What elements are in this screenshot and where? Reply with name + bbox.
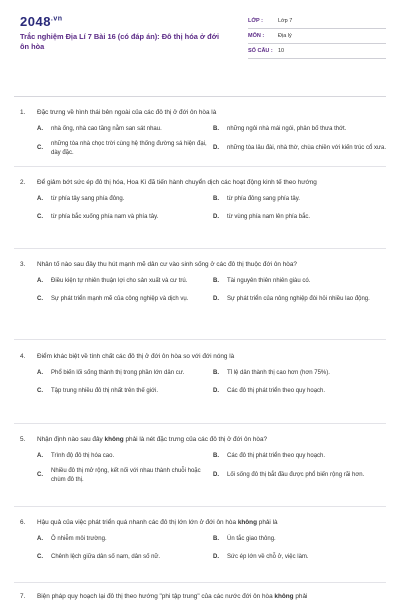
question-number: 1. [20,109,26,116]
options-grid [37,274,386,306]
option-text: những tòa lâu đài, nhà thờ, chùa chiền với kiến trúc cổ xưa. [227,145,386,152]
question-text [37,178,386,187]
answer-option[interactable] [37,140,211,157]
answer-option[interactable] [37,532,211,546]
page-title: Trắc nghiệm Địa Lí 7 Bài 16 (có đáp án): Đô thị hóa ở đới ôn hòa [20,32,219,51]
question-item [20,592,386,600]
option-letter: A. [37,195,43,202]
question-item [20,435,386,484]
options-grid [37,122,386,157]
answer-option[interactable] [37,122,211,136]
option-text: Ô nhiễm môi trường. [51,535,107,542]
question-number: 4. [20,353,26,360]
answer-option[interactable] [37,449,211,463]
emphasis-text: không [274,593,294,600]
option-letter: C. [37,553,43,560]
stem-text: phải [293,593,308,600]
question-item [20,352,386,398]
header-divider [14,96,386,97]
option-letter: C. [37,472,43,479]
option-text: Sức ép lớn về chỗ ở, việc làm. [227,553,309,560]
option-letter: D. [213,472,219,479]
answer-option[interactable] [213,192,387,206]
option-letter: B. [213,277,219,284]
option-letter: D. [213,387,219,394]
options-grid [37,366,386,398]
option-text: Tài nguyên thiên nhiên giàu có. [227,277,311,284]
stem-text: phải là [256,519,278,526]
answer-option[interactable] [213,384,387,398]
option-text: Ùn tắc giao thông. [227,535,276,542]
question-text [37,108,386,117]
option-letter: D. [213,145,219,152]
answer-option[interactable] [37,550,211,564]
option-text: Tỉ lệ dân thành thị cao hơn (hơn 75%). [227,369,330,376]
logo-sub: .vn [50,15,63,23]
option-text: Lối sống đô thị bắt đầu được phổ biến rộng rãi hơn. [227,472,365,479]
question-divider [14,582,386,583]
question-number: 3. [20,261,26,268]
option-letter: D. [213,553,219,560]
meta-row-subject [248,29,386,44]
answer-option[interactable] [213,122,387,136]
question-stem [20,435,386,444]
option-text: những tòa nhà chọc trời cùng hệ thống đường sá hiện đại, dày đặc. [51,141,207,156]
option-letter: A. [37,535,43,542]
answer-option[interactable] [37,384,211,398]
question-item [20,108,386,157]
option-text: từ vùng phía nam lên phía bắc. [227,213,311,220]
option-text: Các đô thị phát triển theo quy hoạch. [227,387,326,394]
answer-option[interactable] [213,274,387,288]
answer-option[interactable] [37,274,211,288]
question-text [37,592,386,600]
stem-text: phải là nét đặc trưng của các đô thị ở đới ôn hòa? [123,436,268,443]
option-letter: D. [213,295,219,302]
answer-option[interactable] [213,210,387,224]
option-text: Nhiều đô thị mở rộng, kết nối với nhau thành chuỗi hoặc chùm đô thị. [51,468,201,483]
option-text: Sự phát triển của nông nghiệp đòi hỏi nhiều lao động. [227,295,370,302]
option-letter: C. [37,387,43,394]
option-letter: B. [213,369,219,376]
options-grid [37,449,386,484]
option-text: Chênh lệch giữa dân số nam, dân số nữ. [51,553,161,560]
answer-option[interactable] [37,366,211,380]
question-item [20,518,386,564]
answer-option[interactable] [213,292,387,306]
option-text: Tập trung nhiều đô thị nhất trên thế giới. [51,387,159,394]
stem-text: Đặc trưng về hình thái bên ngoài của các đô thị ở đới ôn hòa là [37,109,217,116]
stem-text: Nhận định nào sau đây [37,436,105,443]
question-item [20,178,386,224]
option-letter: B. [213,195,219,202]
meta-label: MÔN : [248,33,265,39]
logo-main: 2048 [20,14,51,29]
option-text: từ phía tây sang phía đông. [51,195,125,202]
option-letter: A. [37,369,43,376]
meta-table [248,14,386,59]
option-text: từ phía đông sang phía tây. [227,195,300,202]
meta-value: Địa lý [278,33,292,39]
question-text [37,518,386,527]
question-stem [20,352,386,361]
answer-option[interactable] [213,140,387,157]
option-letter: B. [213,452,219,459]
question-stem [20,260,386,269]
question-number: 5. [20,436,26,443]
stem-text: Điểm khác biệt về tính chất các đô thị ở đới ôn hòa so với đới nóng là [37,353,235,360]
answer-option[interactable] [213,532,387,546]
question-item [20,260,386,306]
emphasis-text: không [104,436,124,443]
option-text: Trình độ đô thị hóa cao. [51,452,115,459]
question-divider [14,166,386,167]
answer-option[interactable] [213,550,387,564]
option-letter: A. [37,452,43,459]
question-text [37,260,386,269]
meta-row-class [248,14,386,29]
meta-label: LỚP : [248,18,263,24]
stem-text: Để giảm bớt sức ép đô thị hóa, Hoa Kì đã tiến hành chuyển dịch các hoạt động kinh tế theo hướng [37,179,317,186]
question-text [37,352,386,361]
answer-option[interactable] [213,366,387,380]
question-stem [20,178,386,187]
question-text [37,435,386,444]
option-text: từ phía bắc xuống phía nam và phía tây. [51,213,159,220]
meta-value: 10 [278,48,285,54]
option-letter: C. [37,145,43,152]
meta-value: Lớp 7 [278,18,293,24]
option-text: Điều kiện tự nhiên thuận lợi cho sản xuất và cư trú. [51,277,188,284]
question-number: 2. [20,179,26,186]
meta-row-count [248,44,386,59]
option-text: nhà ống, nhà cao tầng nằm san sát nhau. [51,125,162,132]
option-text: những ngôi nhà mái ngói, phân bố thưa thớt. [227,125,347,132]
question-divider [14,339,386,340]
question-number: 6. [20,519,26,526]
question-divider [14,506,386,507]
header [20,14,386,64]
option-letter: C. [37,295,43,302]
option-letter: B. [213,535,219,542]
stem-text: Nhân tố nào sau đây thu hút mạnh mẽ dân cư vào sinh sống ở các đô thị thuộc đới ôn hòa? [37,261,297,268]
question-divider [14,248,386,249]
option-letter: D. [213,213,219,220]
answer-option[interactable] [37,292,211,306]
option-text: Phổ biến lối sống thành thị trong phần lớn dân cư. [51,369,185,376]
emphasis-text: không [237,519,257,526]
answer-option[interactable] [213,449,387,463]
options-grid [37,192,386,224]
answer-option[interactable] [37,467,211,484]
option-letter: C. [37,213,43,220]
option-text: Sự phát triển mạnh mẽ của công nghiệp và dịch vụ. [51,295,189,302]
option-letter: A. [37,125,43,132]
answer-option[interactable] [37,192,211,206]
question-number: 7. [20,593,26,600]
meta-label: SỐ CÂU : [248,48,273,54]
question-stem [20,592,386,600]
options-grid [37,532,386,564]
site-logo[interactable] [20,14,63,29]
option-text: Các đô thị phát triển theo quy hoạch. [227,452,326,459]
stem-text: Hậu quả của việc phát triển quá nhanh các đô thị lớn lớn ở đới ôn hòa [37,519,238,526]
answer-option[interactable] [213,467,387,484]
question-divider [14,423,386,424]
question-stem [20,108,386,117]
answer-option[interactable] [37,210,211,224]
question-stem [20,518,386,527]
option-letter: A. [37,277,43,284]
option-letter: B. [213,125,219,132]
stem-text: Biện pháp quy hoạch lại đô thị theo hướng "phi tập trung" của các nước đới ôn hòa [37,593,275,600]
